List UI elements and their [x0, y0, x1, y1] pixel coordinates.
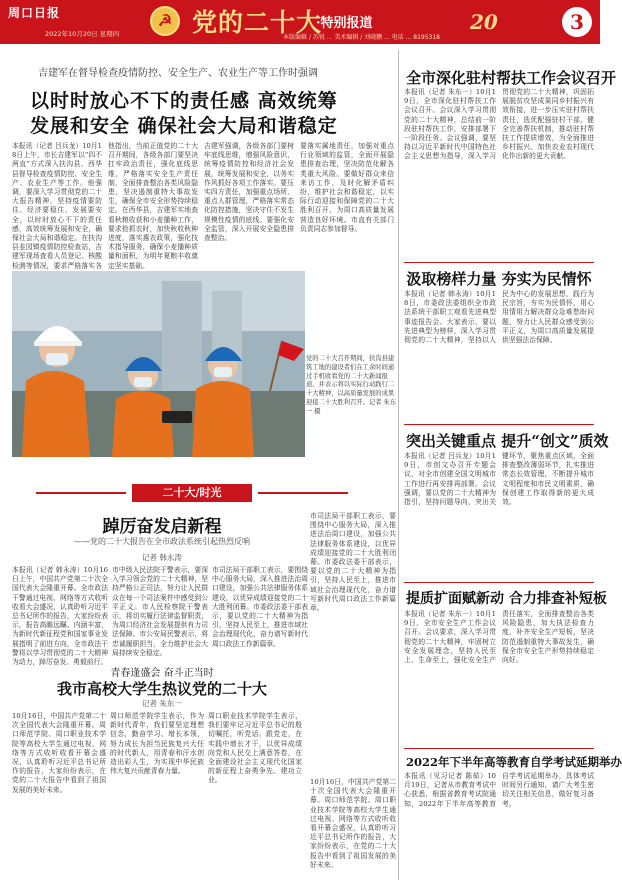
feature-subhead: ——党的二十大报告在全市政法系统引起热烈反响	[74, 537, 250, 546]
party-emblem-icon: ☭	[150, 6, 180, 36]
feature-text-col1: 本报讯（记者 韩永涛）10月16日上午，中国共产党第二十次全国代表大会隆重开幕。全市政法干警通过电视、网络等方式收听收看大会盛况，认真聆听习近平总书记所作的报告，大家纷纷表示，报告高瞻远瞩、内涵丰富，为新时代新征程党和国家事业发展指明了前进方向，全市政法干警将以学习贯彻党的二十大精神为动力，踔厉奋发、勇毅前行。	[12, 566, 108, 667]
lead-text-col3: 吉建军强调，各级各部门要树牢底线思维，增强风险意识，统筹疫情防控和经济社会发展，统筹发展和安全，以务实作风抓好各项工作落实。要压实四方责任，加强重点场所、重点人群管理，严格落实常态化防控措施，坚决守住不发生规模性疫情的底线。要强化安全监管，深入开展安全隐患排查整治。	[204, 142, 294, 243]
page-number: 3	[562, 7, 592, 37]
lead-kicker: 吉建军在督导检查疫情防控、安全生产、农业生产等工作时强调	[38, 68, 318, 79]
second-byline: 记者 朱东一	[142, 699, 182, 708]
second-headline: 我市高校大学生热议党的二十大	[56, 680, 267, 698]
right-headline-5: 2022年下半年高等教育自学考试延期举办	[406, 755, 622, 769]
lead-text-col2: 他指出，当前正值党的二十大召开期间，各级各部门要坚决扛牢政治责任，强化底线思维，严格落实安全生产责任制，全面排查整治各类风险隐患，坚决遏制重特大事故发生，确保全市安全形势持续稳定。在西华县，吉建军实地查看秋粮收获和小麦播种工作，要求抢抓农时，加快秋收秋种进度，落实惠农政策，强化技术指导服务，确保小麦播种质量和面积，为明年夏粮丰收奠定坚实基础。	[108, 142, 198, 270]
feature-text-col4: 市司法局干部职工表示，要围绕中心服务大局，深入推进法治周口建设，加强公共法律服务体系建设，以优异成绩迎接党的二十大胜利闭幕。市委政法委干部表示，要以党的二十大精神为指引，坚持人民至上，推进市域社会治理现代化，奋力谱写新时代周口政法工作新篇章。	[310, 512, 396, 613]
right-headline-4: 提质扩面赋新动 合力排查补短板	[406, 591, 607, 607]
lead-headline-line1: 以时时放心不下的责任感 高效统筹	[30, 90, 338, 112]
right-text-3: 本报讯（记者 吕兵龙）10月19日，市创文办召开专题会议，对全市创建全国文明城市工作进行再安排再部署。会议强调，要以党的二十大精神为指引，坚持问题导向，突出关键环节，聚焦重点区域，全面排查整改薄弱环节，扎实推进常态长效管理，不断提升城市文明程度和市民文明素质，确保创建工作取得新的更大成效。	[404, 452, 594, 507]
divider	[404, 424, 594, 425]
feature-text-col3: 市司法局干部职工表示，要围绕中心服务大局，深入推进法治周口建设，加强公共法律服务体系建设，以优异成绩迎接党的二十大胜利闭幕。市委政法委干部表示，要以党的二十大精神为指引，坚持人民至上，推进市域社会治理现代化，奋力谱写新时代周口政法工作新篇章。	[212, 566, 308, 648]
decorative-number: 20	[470, 10, 498, 34]
second-text-col1: 10月16日，中国共产党第二十次全国代表大会隆重开幕。周口师范学院、周口职业技术学院等高校大学生通过电视、网络等方式收听收看开幕会盛况，认真聆听习近平总书记所作的报告，大家纷纷表示，在党的二十大报告中看到了祖国发展的美好未来。	[12, 712, 106, 794]
divider	[404, 748, 594, 749]
newspaper-logo: 周口日报	[8, 6, 61, 20]
workers-illustration	[12, 271, 305, 457]
second-text-col3: 周口职业技术学院学生表示，我们要牢记习近平总书记的殷切嘱托，听党话、跟党走，在实践中增长才干，以优异成绩向党和人民交上满意答卷，在全面建设社会主义现代化国家的新征程上奋勇争先、建功立业。	[208, 712, 302, 785]
right-headline-2: 汲取榜样力量 夯实为民情怀	[406, 270, 592, 288]
second-text-col4: 10月16日，中国共产党第二十次全国代表大会隆重开幕。周口师范学院、周口职业技术学院等高校大学生通过电视、网络等方式收听收看开幕会盛况，认真聆听习近平总书记所作的报告，大家纷纷表示，在党的二十大报告中看到了祖国发展的美好未来。	[310, 778, 396, 869]
feature-byline: 记者 韩永涛	[142, 553, 182, 562]
right-text-4: 本报讯（记者 朱东一）10月19日，全市安全生产工作会议召开。会议要求，深入学习贯彻党的二十大精神，牢固树立安全发展理念，坚持人民至上、生命至上，强化安全生产责任落实，全面排查整治各类风险隐患，加大执法检查力度，补齐安全生产短板，坚决防范遏制重特大事故发生，确保全市安全生产形势持续稳定向好。	[404, 610, 594, 665]
special-subtitle: ·特别报道	[316, 16, 373, 31]
right-headline-3: 突出关键重点 提升“创文”质效	[406, 432, 609, 450]
right-headline-1: 全市深化驻村帮扶工作会议召开	[406, 69, 617, 87]
divider	[404, 262, 594, 263]
right-text-2: 本报讯（记者 韩永涛）10月18日，市委政法委组织全市政法系统干部职工观看先进典型事迹报告会。大家表示，要以先进典型为榜样，深入学习贯彻党的二十大精神，坚持以人民为中心的发展思想，践行为民宗旨，夯实为民情怀，用心用情用力解决群众急难愁盼问题，努力让人民群众感受到公平正义，为周口高质量发展提供坚强法治保障。	[404, 290, 594, 345]
editor-credits: 本版编辑 / 苏锐 ... 美术编辑 / 刘晓鹏 ... 电话 ... 8195318	[283, 34, 441, 41]
feature-text-col2: 市中级人民法院干警表示，要深入学习领会党的二十大精神，坚持严格公正司法，努力让人民群众在每一个司法案件中感受到公平正义。市人民检察院干警表示，将切实履行法律监督职责，为周口经济社会发展提供有力司法保障。市公安局民警表示，将忠诚履职担当，全力维护社会大局持续安全稳定。	[112, 566, 208, 657]
photo-caption: 党的二十大召开期间，扶沟县建筑工地的建设者们在工余时间通过手机收看党的二十大新闻报道，并表示将以实际行动践行二十大精神，以高质量发展的成果迎接二十大胜利召开。记者 朱东一 摄	[306, 355, 397, 415]
lead-text-col4: 要落实属地责任，加强对重点行业领域的监管，全面开展隐患排查治理，坚决防范化解各类重大风险。要做好群众来信来访工作，及时化解矛盾纠纷，维护社会和谐稳定，以实际行动迎接和保障党的二十大胜利召开，为周口高质量发展营造良好环境。市直有关部门负责同志参加督导。	[300, 142, 394, 233]
column-divider	[398, 50, 399, 880]
issue-date: 2022年10月20日 星期四	[45, 30, 120, 38]
special-title: 党的二十大	[192, 8, 323, 37]
right-text-1: 本报讯（记者 朱东一）10月19日，全市深化驻村帮扶工作会议召开。会议深入学习贯彻党的二十大精神，总结前一阶段驻村帮扶工作，安排部署下一阶段任务。会议强调，要坚持以习近平新时代中国特色社会主义思想为指导，深入学习贯彻党的二十大精神，巩固拓展脱贫攻坚成果同乡村振兴有效衔接，进一步压实驻村帮扶责任，选优配强驻村干部，健全完善帮扶机制，推动驻村帮扶工作提质增效，为全面推进乡村振兴、加快农业农村现代化作出新的更大贡献。	[404, 88, 594, 161]
masthead	[0, 0, 600, 44]
lead-text-col1: 本报讯（记者 吕兵龙）10月18日上午，市长吉建军以“四不两直”方式深入扶沟县、西华县督导检查疫情防控、安全生产、农业生产等工作。他强调，要深入学习贯彻党的二十大报告精神，坚持疫情要防住、经济要稳住、发展要安全，以时时放心不下的责任感，高效统筹发展和安全，确保社会大局和谐稳定。在扶沟县韭园镇疫情防控检查站，吉建军现场查看人员登记、核酸检测等情况，要求严格落实各	[12, 142, 102, 270]
feature-headline: 踔厉奋发启新程	[102, 517, 222, 537]
second-text-col2: 周口师范学院学生表示，作为新时代青年，我们要坚定理想信念，勤奋学习、增长本领，努力成长为担当民族复兴大任的时代新人，用青春和汗水创造出彩人生，为实现中华民族伟大复兴贡献青春力量。	[110, 712, 204, 776]
second-kicker: 青春逢盛会 奋斗正当时	[110, 668, 214, 679]
right-text-5: 本报讯（见习记者 陈茹）10月19日，记者从市教育考试中心获悉，根据省教育考试院通知，2022年下半年高等教育自学考试延期举办，具体考试时间另行通知，请广大考生密切关注相关信息，做好复习备考。	[404, 772, 594, 808]
workers-photo	[12, 271, 305, 457]
lead-headline-line2: 发展和安全 确保社会大局和谐稳定	[30, 115, 338, 137]
section-banner: 二十大/时光	[132, 484, 252, 502]
divider	[404, 582, 594, 583]
